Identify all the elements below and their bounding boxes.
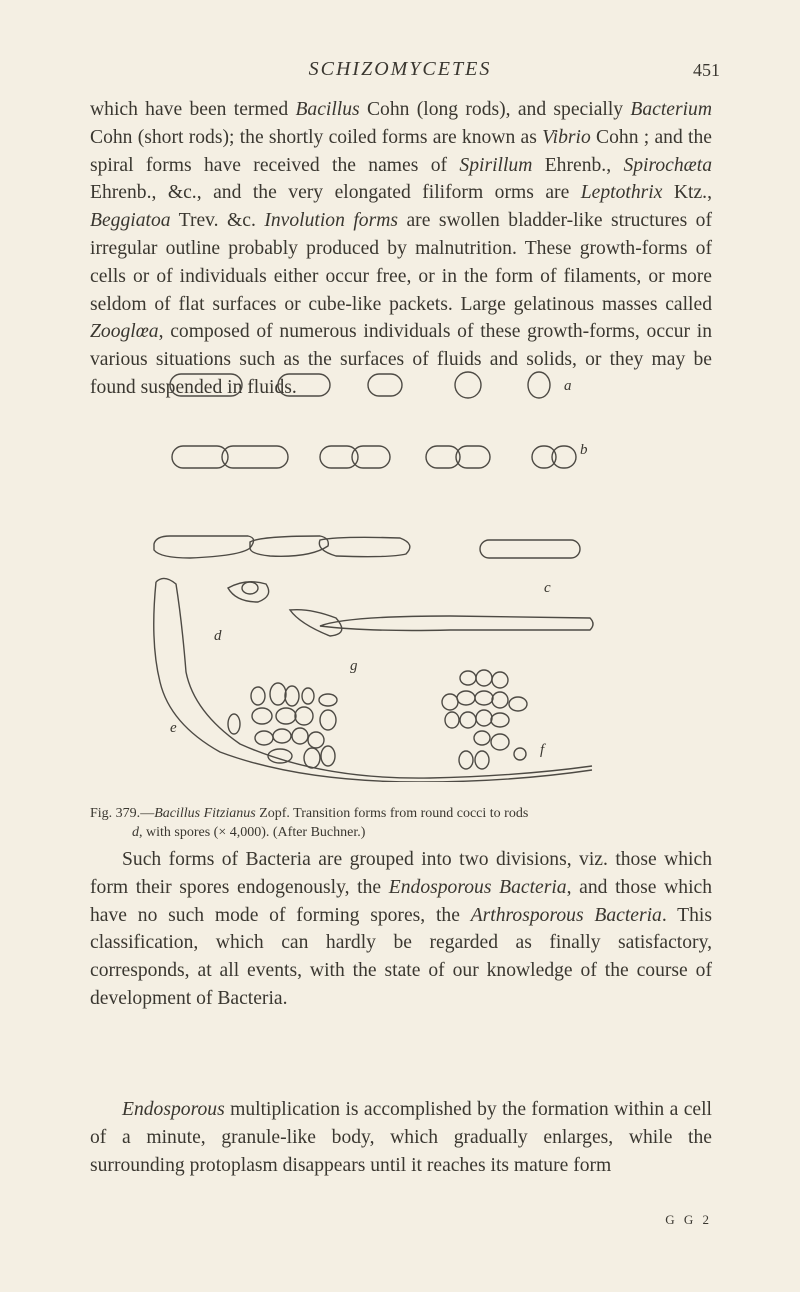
running-head [0, 58, 800, 88]
cell-coccus [442, 694, 458, 710]
cell-coccus [509, 697, 527, 711]
cell-short-rod [456, 446, 490, 468]
cell-spore [228, 582, 269, 602]
caption-dash: — [140, 806, 155, 821]
cell-coccus [492, 672, 508, 688]
cell-coccus [475, 751, 489, 769]
term-leptothrix: Leptothrix [580, 182, 663, 204]
caption-d: d [132, 825, 139, 840]
cluster-f [442, 670, 546, 769]
cell-rod [170, 374, 242, 396]
cell-coccus [460, 671, 476, 685]
cell-coccus [273, 729, 291, 743]
cell-rod [320, 616, 593, 631]
signature-mark: G G 2 [665, 1212, 712, 1227]
label-c: c [544, 580, 551, 596]
label-a: a [564, 378, 572, 394]
term-endosporous-bacteria: Endosporous Bacteria [388, 876, 567, 898]
label-f: f [540, 742, 545, 758]
paragraph-2 [90, 846, 712, 1013]
caption-text: Zopf. Transition forms from round cocci to rods [255, 806, 529, 821]
page-number: 451 [693, 60, 720, 80]
term-beggiatoa: Beggiatoa [90, 210, 171, 232]
cell-rod [480, 540, 580, 558]
text-run: Cohn (long rods), and specially [359, 99, 631, 120]
text-run: , composed of numerous individuals of these growth-forms, occur in various situations such as the surfaces of fluids and solids, or they may be found suspended in fluids. [90, 321, 712, 398]
figure-379-illustration [150, 352, 670, 782]
caption-fig-number: Fig. 379. [90, 806, 141, 821]
label-e: e [170, 720, 177, 736]
term-involution-forms: Involution forms [264, 210, 399, 232]
cell-coccus [514, 748, 526, 760]
cell-coccus [460, 712, 476, 728]
cell-coccus [321, 746, 335, 766]
cell-coccus [457, 691, 475, 705]
filament-e [154, 578, 592, 782]
label-g: g [350, 658, 358, 674]
cell-coccus [491, 734, 509, 750]
text-run: Ehrenb., [532, 154, 624, 176]
cell-coccus [285, 686, 299, 706]
text-run: multiplication is accomplished by the formation within a cell of a minute, granule-like body, which gradually enlarges, while the surrounding protoplasm disappears until it reaches its mature form [90, 1099, 712, 1176]
text-run: . This classification, which can hardly be regarded as finally satisfactory, corresponds, at all events, with the state of our knowledge of the course of development of Bacteria. [90, 904, 712, 1009]
figure-caption [90, 804, 712, 842]
row-b-cells [172, 442, 588, 468]
cell-coccus [474, 731, 490, 745]
text-run: Trev. &c. [170, 210, 265, 232]
caption-species: Bacillus Fitzianus [154, 806, 256, 821]
term-spirillum: Spirillum [459, 154, 533, 176]
spore [242, 582, 258, 594]
cell-coccus [492, 692, 508, 708]
running-title: SCHIZOMYCETES [308, 58, 492, 80]
cell-short-rod [368, 374, 402, 396]
term-arthrosporous-bacteria: Arthrosporous Bacteria [470, 904, 662, 926]
text-run: are swollen bladder-like structures of irregular outline probably produced by malnutrition. These growth-forms of cells or of individuals either occur free, or in the form of filaments, or more seldom of flat surfaces or cube-like packets. Large gelatinous masses called [90, 210, 712, 315]
term-zooglea: Zooglœa [90, 321, 159, 343]
cell-coccus [319, 694, 337, 706]
rod-chains [154, 536, 593, 644]
cell-coccus [304, 748, 320, 768]
cell-coccus [302, 688, 314, 704]
label-b: b [580, 442, 588, 458]
cell-coccus [528, 372, 550, 398]
cluster-g [228, 658, 358, 768]
text-run: Ehrenb., &c., and the very elongated filiform orms are [90, 182, 581, 204]
cell-rod [222, 446, 288, 468]
filament [156, 578, 592, 778]
row-a-cells [170, 372, 572, 398]
term-bacillus: Bacillus [295, 99, 360, 120]
cell-coccus [491, 713, 509, 727]
cell-rod [250, 536, 328, 556]
term-endosporous: Endosporous [122, 1099, 225, 1120]
cell-coccus [295, 707, 313, 725]
term-spirochaeta: Spirochæta [623, 154, 712, 176]
text-run: Cohn (short rods); the shortly coiled forms are known as [90, 126, 543, 148]
cell-short-rod [426, 446, 460, 468]
cell-coccus [276, 708, 296, 724]
cell-rod [319, 537, 410, 556]
cell-coccus [320, 710, 336, 730]
text-run: Cohn ; and the spiral forms have received the names of [90, 126, 712, 176]
cell-coccus [476, 710, 492, 726]
cell-coccus [228, 714, 240, 734]
text-run: Such forms of Bacteria are grouped into two divisions, viz. those which form their spores endogenously, the [90, 849, 712, 898]
term-bacterium: Bacterium [630, 99, 712, 120]
cell-coccus [255, 731, 273, 745]
label-d: d [214, 628, 222, 644]
text-run: Ktz., [662, 182, 712, 204]
text-run: , and those which have no such mode of forming spores, the [90, 876, 713, 926]
cell-rod [172, 446, 228, 468]
paragraph-3 [90, 1096, 712, 1179]
cell-coccus [251, 687, 265, 705]
cell-coccus [476, 670, 492, 686]
cell-coccus [292, 728, 308, 744]
text-run: which have been termed [90, 99, 296, 120]
cell-coccus [270, 683, 286, 705]
cell-rod [278, 374, 330, 396]
cell-coccus [308, 732, 324, 748]
cell-coccus [455, 372, 481, 398]
cell-coccus [459, 751, 473, 769]
term-vibrio: Vibrio [542, 126, 591, 148]
cell-rod [154, 536, 254, 558]
caption-text: , with spores (× 4,000). (After Buchner.) [139, 825, 366, 840]
cell-coccus [475, 691, 493, 705]
cell-coccus [252, 708, 272, 724]
cell-coccus [445, 712, 459, 728]
caption-line-2 [90, 823, 712, 842]
